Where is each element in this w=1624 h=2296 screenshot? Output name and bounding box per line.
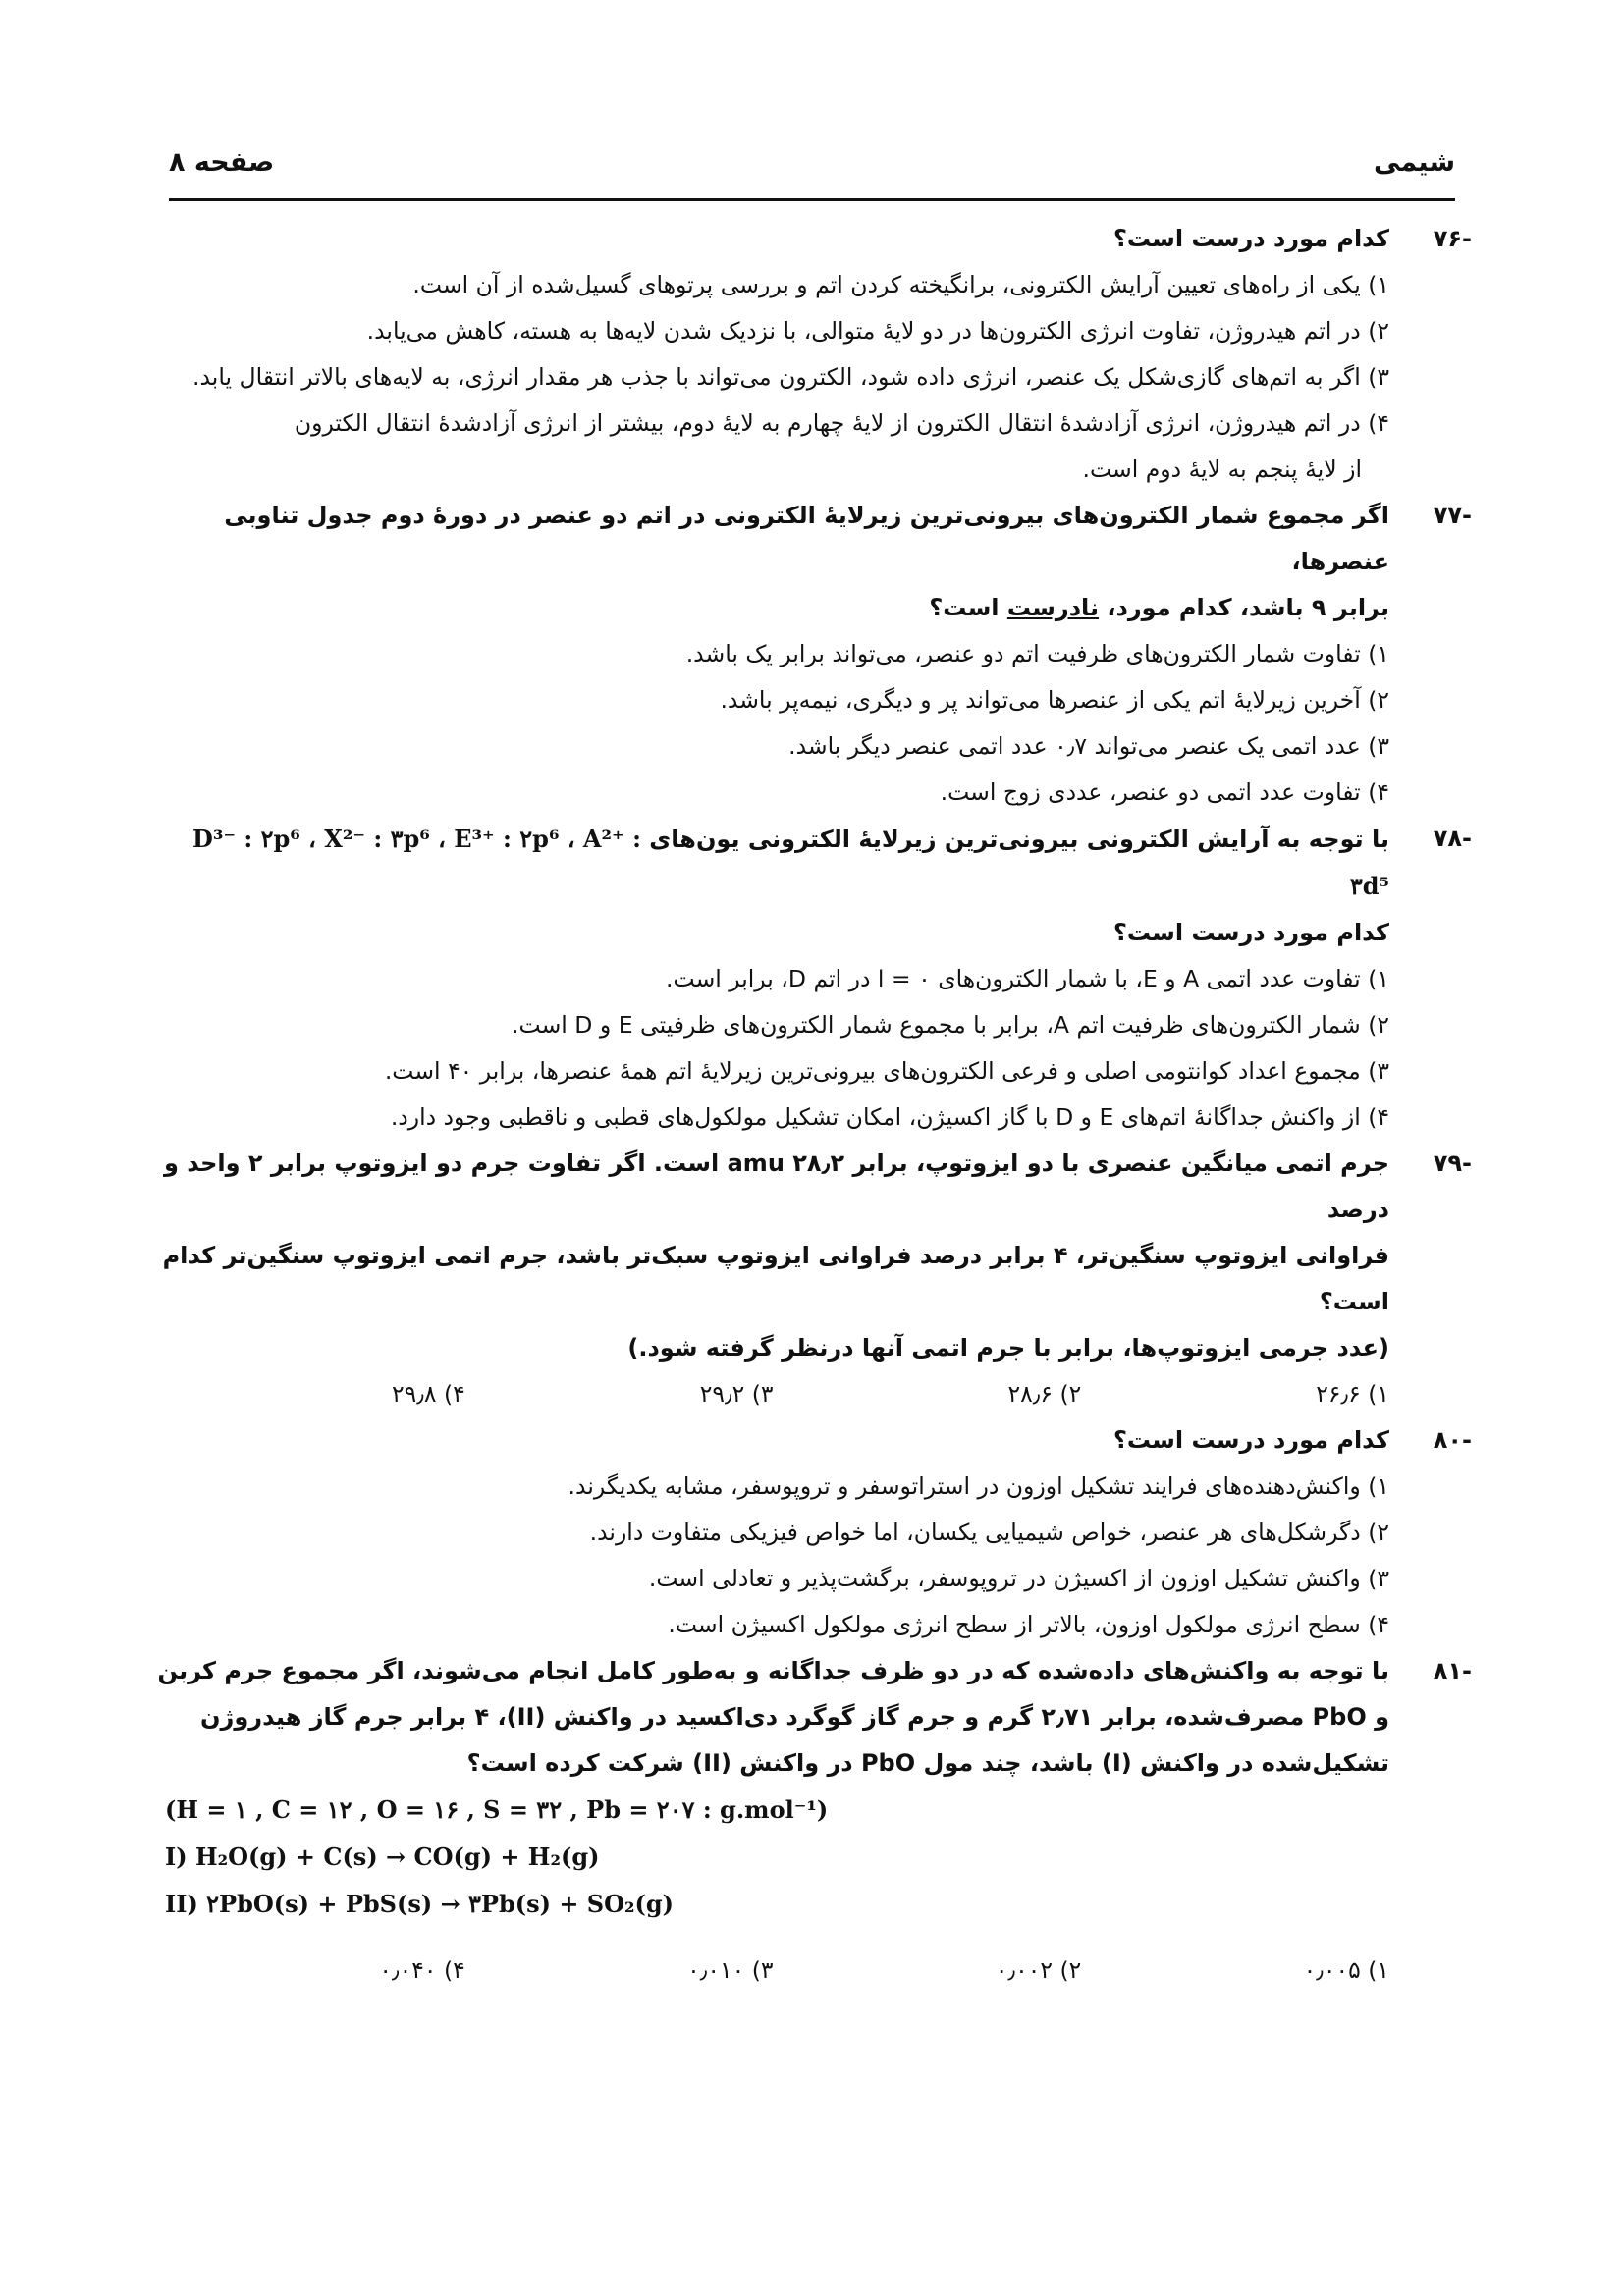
option-1[interactable]: ۱) واکنش‌دهنده‌های فرایند تشکیل اوزون در استراتوسفر و تروپوسفر، مشابه یکدیگرند. xyxy=(568,1472,1389,1500)
choice-1[interactable]: ۱) ۰٫۰۰۵ xyxy=(1303,1956,1389,1984)
reaction-1: I) H₂O(g) + C(s) → CO(g) + H₂(g) xyxy=(165,1842,600,1871)
question-stem-line-2 xyxy=(157,585,1389,631)
underlined-word: نادرست xyxy=(1006,594,1100,621)
question-80 xyxy=(157,1417,1472,1648)
option-2[interactable]: ۲) دگرشکل‌های هر عنصر، خواص شیمیایی یکسان، اما خواص فیزیکی متفاوت دارند. xyxy=(589,1519,1389,1546)
question-stem-line-2: و PbO مصرف‌شده، برابر ۲٫۷۱ گرم و جرم گاز گوگرد دی‌اکسید در واکنش (II)، ۴ برابر جرم گاز هیدروژن xyxy=(200,1703,1389,1731)
question-stem-line-2: فراوانی ایزوتوپ سنگین‌تر، ۴ برابر درصد فراوانی ایزوتوپ سبک‌تر باشد، جرم اتمی ایزوتوپ سنگین‌تر کدام است؟ xyxy=(162,1242,1389,1315)
answer-choices xyxy=(157,1948,1389,1994)
question-stem-line-2: کدام مورد درست است؟ xyxy=(1112,919,1389,946)
question-number: -۸۰ xyxy=(1433,1426,1472,1454)
question-number: -۷۹ xyxy=(1433,1149,1472,1177)
stem-text: برابر ۹ باشد، کدام مورد، xyxy=(1099,594,1389,621)
option-1[interactable]: ۱) یکی از راه‌های تعیین آرایش الکترونی، برانگیخته کردن اتم و بررسی پرتوهای گسیل‌شده از آن است. xyxy=(412,271,1389,298)
option-3[interactable]: ۳) عدد اتمی یک عنصر می‌تواند ۰٫۷ عدد اتمی عنصر دیگر باشد. xyxy=(788,732,1389,760)
page-number: صفحه ۸ xyxy=(169,147,275,178)
option-3[interactable]: ۳) اگر به اتم‌های گازی‌شکل یک عنصر، انرژی داده شود، الکترون می‌تواند با جذب هر مقدار انرژی، به لایه‌های بالاتر انتقال یابد. xyxy=(192,363,1389,391)
question-number: -۷۶ xyxy=(1433,225,1472,252)
option-2[interactable]: ۲) شمار الکترون‌های ظرفیت اتم A، برابر با مجموع شمار الکترون‌های ظرفیتی E و D است. xyxy=(512,1011,1389,1039)
question-stem: کدام مورد درست است؟ xyxy=(1112,225,1389,252)
option-3[interactable]: ۳) مجموع اعداد کوانتومی اصلی و فرعی الکترون‌های بیرونی‌ترین زیرلایهٔ اتم همهٔ عنصرها، برابر ۴۰ است. xyxy=(384,1057,1389,1085)
header-divider xyxy=(169,198,1455,201)
option-2[interactable]: ۲) در اتم هیدروژن، تفاوت انرژی الکترون‌ها در دو لایهٔ متوالی، با نزدیک شدن لایه‌ها به هسته، کاهش می‌یابد. xyxy=(366,317,1389,345)
questions-body xyxy=(157,216,1472,1994)
reaction-2: II) ۲PbO(s) + PbS(s) → ۳Pb(s) + SO₂(g) xyxy=(165,1890,675,1918)
choice-1[interactable]: ۱) ۲۶٫۶ xyxy=(1316,1380,1389,1408)
option-4[interactable]: ۴) در اتم هیدروژن، انرژی آزادشدهٔ انتقال الکترون از لایهٔ چهارم به لایهٔ دوم، بیشتر از انرژی آزادشدهٔ انتقال الکترون xyxy=(294,409,1389,437)
question-stem-line-1 xyxy=(157,816,1389,910)
question-number: -۷۸ xyxy=(1433,825,1472,852)
ion-configurations: D³⁻ : ۲p⁶ ، X²⁻ : ۳p⁶ ، E³⁺ : ۲p⁶ ، A²⁺ : ۳d⁵ xyxy=(192,825,1389,900)
option-4[interactable]: ۴) از واکنش جداگانهٔ اتم‌های E و D با گاز اکسیژن، امکان تشکیل مولکول‌های قطبی و ناقطبی وجود دارد. xyxy=(390,1103,1389,1131)
choice-2[interactable]: ۲) ۰٫۰۰۲ xyxy=(995,1956,1082,1984)
option-1[interactable]: ۱) تفاوت شمار الکترون‌های ظرفیت اتم دو عنصر، می‌تواند برابر یک باشد. xyxy=(685,640,1389,667)
option-2[interactable]: ۲) آخرین زیرلایهٔ اتم یکی از عنصرها می‌تواند پر و دیگری، نیمه‌پر باشد. xyxy=(720,686,1389,714)
question-stem-line-1: اگر مجموع شمار الکترون‌های بیرونی‌ترین زیرلایهٔ الکترونی در اتم دو عنصر در دورهٔ دوم جدول تناوبی عنصرها، xyxy=(224,502,1389,575)
subject-title: شیمی xyxy=(1374,147,1455,178)
choice-4[interactable]: ۴) ۰٫۰۴۰ xyxy=(379,1956,465,1984)
question-stem-line-1: با توجه به واکنش‌های داده‌شده که در دو ظرف جداگانه و به‌طور کامل انجام می‌شوند، اگر مجموع جرم کربن xyxy=(157,1657,1389,1684)
stem-text-end: است؟ xyxy=(929,594,1007,621)
choice-3[interactable]: ۳) ۰٫۰۱۰ xyxy=(687,1956,774,1984)
choice-2[interactable]: ۲) ۲۸٫۶ xyxy=(1007,1380,1082,1408)
question-number: -۷۷ xyxy=(1433,502,1472,529)
option-4[interactable]: ۴) سطح انرژی مولکول اوزون، بالاتر از سطح انرژی مولکول اکسیژن است. xyxy=(668,1611,1389,1638)
question-78 xyxy=(157,816,1472,1141)
question-number: -۸۱ xyxy=(1433,1657,1472,1684)
page-header xyxy=(169,147,1455,202)
stem-text: با توجه به آرایش الکترونی بیرونی‌ترین زیرلایهٔ الکترونی یون‌های xyxy=(649,826,1389,853)
choice-3[interactable]: ۳) ۲۹٫۲ xyxy=(699,1380,774,1408)
option-4-continued: از لایهٔ پنجم به لایهٔ دوم است. xyxy=(1082,455,1362,483)
answer-choices xyxy=(157,1371,1389,1417)
question-81 xyxy=(157,1648,1472,1787)
question-stem-line-1: جرم اتمی میانگین عنصری با دو ایزوتوپ، برابر ۲۸٫۲ amu است. اگر تفاوت جرم دو ایزوتوپ برابر ۲ واحد و درصد xyxy=(163,1149,1389,1223)
question-77 xyxy=(157,493,1472,816)
option-1[interactable]: ۱) تفاوت عدد اتمی A و E، با شمار الکترون‌های l = ۰ در اتم D، برابر است. xyxy=(666,965,1389,992)
question-stem-line-3: تشکیل‌شده در واکنش (I) باشد، چند مول PbO در واکنش (II) شرکت کرده است؟ xyxy=(466,1749,1389,1777)
molar-masses: (H = ۱ , C = ۱۲ , O = ۱۶ , S = ۳۲ , Pb = ۲۰۷ : g.mol⁻¹) xyxy=(165,1795,829,1824)
question-79 xyxy=(157,1141,1472,1417)
question-stem-line-3: (عدد جرمی ایزوتوپ‌ها، برابر با جرم اتمی آنها درنظر گرفته شود.) xyxy=(627,1334,1389,1362)
question-76 xyxy=(157,216,1472,493)
question-81-choices xyxy=(157,1948,1472,1994)
option-4[interactable]: ۴) تفاوت عدد اتمی دو عنصر، عددی زوج است. xyxy=(940,778,1389,806)
choice-4[interactable]: ۴) ۲۹٫۸ xyxy=(391,1380,465,1408)
option-3[interactable]: ۳) واکنش تشکیل اوزون از اکسیژن در تروپوسفر، برگشت‌پذیر و تعادلی است. xyxy=(648,1565,1389,1592)
question-stem: کدام مورد درست است؟ xyxy=(1112,1426,1389,1454)
